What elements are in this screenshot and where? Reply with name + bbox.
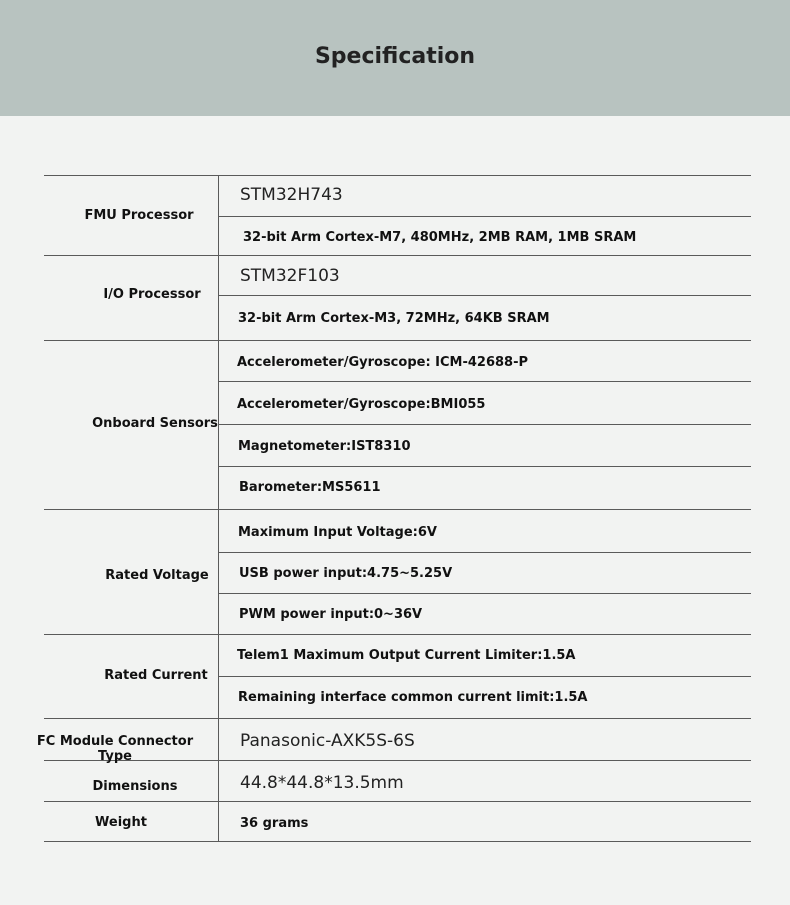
fmu-processor-chip: STM32H743 <box>240 185 343 205</box>
row-border <box>44 175 751 176</box>
voltage-item: PWM power input:0~36V <box>239 607 423 622</box>
io-processor-spec: 32-bit Arm Cortex-M3, 72MHz, 64KB SRAM <box>238 311 550 326</box>
connector-type-value: Panasonic-AXK5S-6S <box>240 731 415 751</box>
subrow-border <box>218 552 751 553</box>
fmu-processor-label: FMU Processor <box>84 208 194 223</box>
subrow-border <box>218 381 751 382</box>
connector-type-label: FC Module Connector Type <box>36 734 194 764</box>
onboard-sensors-label: Onboard Sensors <box>92 416 218 431</box>
current-item: Telem1 Maximum Output Current Limiter:1.5A <box>237 648 576 663</box>
fmu-processor-spec: 32-bit Arm Cortex-M7, 480MHz, 2MB RAM, 1MB SRAM <box>243 230 637 245</box>
current-item: Remaining interface common current limit:1.5A <box>238 690 588 705</box>
subrow-border <box>218 593 751 594</box>
weight-label: Weight <box>95 815 147 830</box>
subrow-border <box>218 216 751 217</box>
row-border <box>44 634 751 635</box>
header-banner <box>0 0 790 116</box>
io-processor-chip: STM32F103 <box>240 266 340 286</box>
subrow-border <box>218 676 751 677</box>
subrow-border <box>218 466 751 467</box>
row-border <box>44 801 751 802</box>
dimensions-value: 44.8*44.8*13.5mm <box>240 773 404 793</box>
row-border <box>44 509 751 510</box>
row-border <box>44 841 751 842</box>
sensor-item: Magnetometer:IST8310 <box>238 439 411 454</box>
sensor-item: Accelerometer/Gyroscope:BMI055 <box>237 397 486 412</box>
row-border <box>44 718 751 719</box>
voltage-item: USB power input:4.75~5.25V <box>239 566 453 581</box>
column-divider <box>218 175 219 842</box>
subrow-border <box>218 295 751 296</box>
subrow-border <box>218 424 751 425</box>
sensor-item: Accelerometer/Gyroscope: ICM-42688-P <box>237 355 529 370</box>
sensor-item: Barometer:MS5611 <box>239 480 381 495</box>
io-processor-label: I/O Processor <box>103 287 201 302</box>
rated-voltage-label: Rated Voltage <box>105 568 209 583</box>
page-title: Specification <box>314 44 476 69</box>
voltage-item: Maximum Input Voltage:6V <box>238 525 437 540</box>
rated-current-label: Rated Current <box>104 668 208 683</box>
dimensions-label: Dimensions <box>92 779 178 794</box>
weight-value: 36 grams <box>240 816 309 831</box>
row-border <box>44 255 751 256</box>
row-border <box>44 340 751 341</box>
